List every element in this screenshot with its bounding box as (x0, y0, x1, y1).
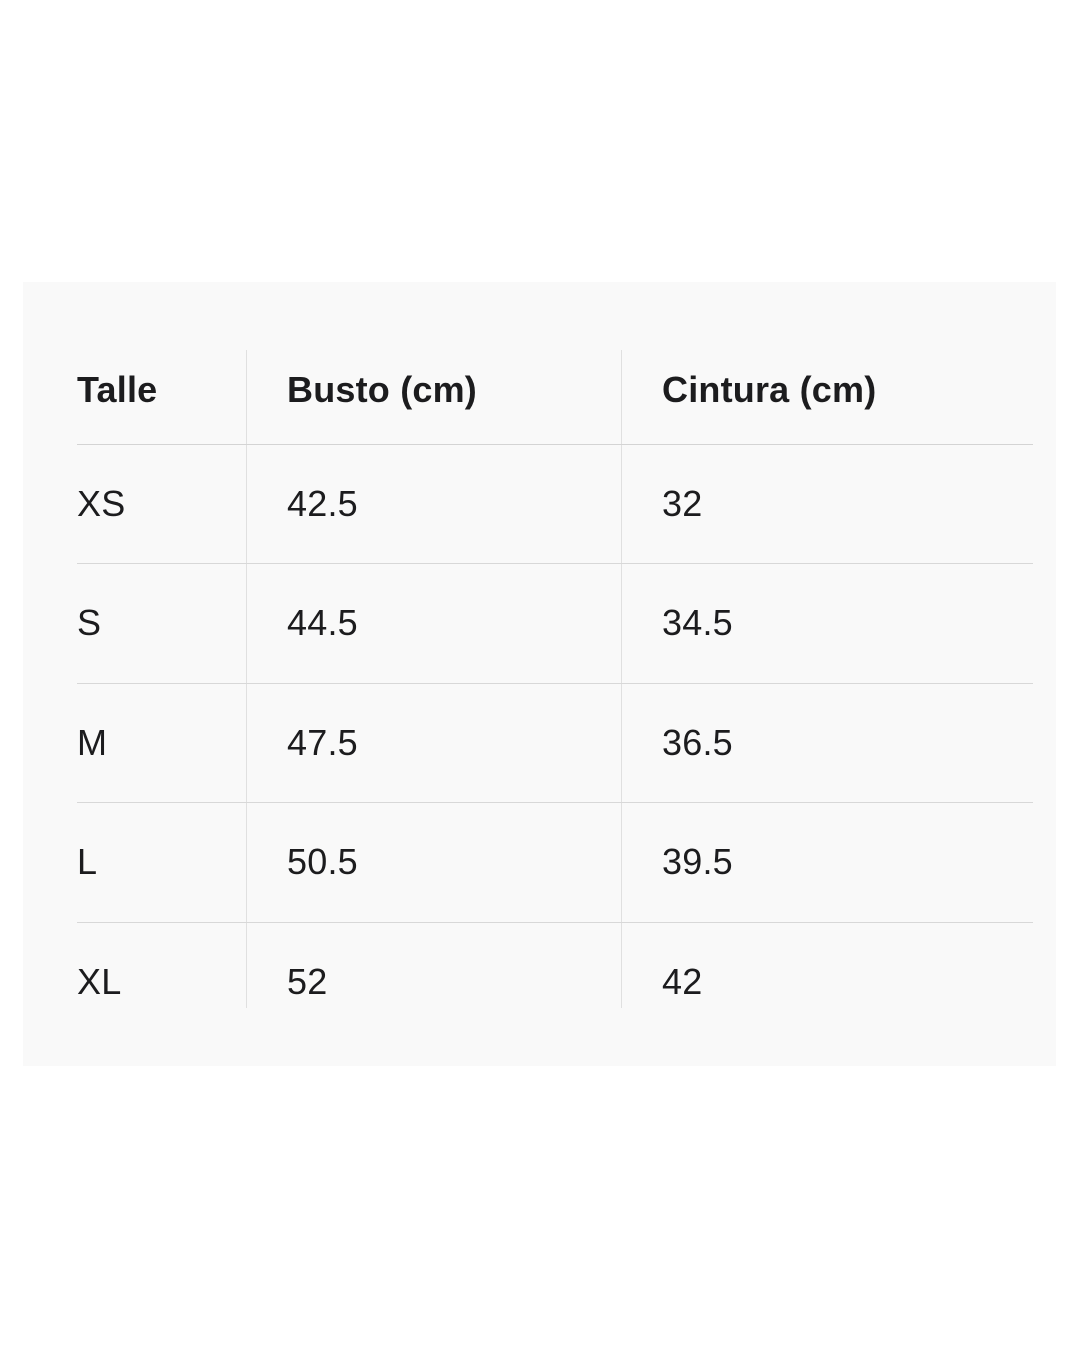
cell-size: M (77, 683, 247, 803)
cell-waist: 36.5 (622, 683, 1033, 803)
table-row-l (77, 803, 1033, 923)
table-row-xl (77, 922, 1033, 1042)
table-row-xs (77, 444, 1033, 564)
table-row-s (77, 564, 1033, 684)
cell-bust: 50.5 (247, 803, 622, 923)
column-header-bust: Busto (cm) (247, 350, 622, 444)
size-chart-panel (23, 282, 1056, 1066)
cell-waist: 32 (622, 444, 1033, 564)
column-header-size: Talle (77, 350, 247, 444)
cell-size: XL (77, 961, 122, 1002)
cell-bust: 42.5 (247, 444, 622, 564)
cell-waist: 39.5 (622, 803, 1033, 923)
cell-bust: 44.5 (247, 564, 622, 684)
cell-size: XS (77, 444, 247, 564)
size-chart-table (77, 350, 1033, 1042)
cell-waist: 34.5 (622, 564, 1033, 684)
column-header-waist: Cintura (cm) (622, 350, 1033, 444)
table-row-m (77, 683, 1033, 803)
cell-size: S (77, 564, 247, 684)
cell-bust: 47.5 (247, 683, 622, 803)
cell-bust: 52 (287, 961, 328, 1002)
cell-size: L (77, 803, 247, 923)
header-row (77, 350, 1033, 444)
cell-waist: 42 (662, 961, 703, 1002)
